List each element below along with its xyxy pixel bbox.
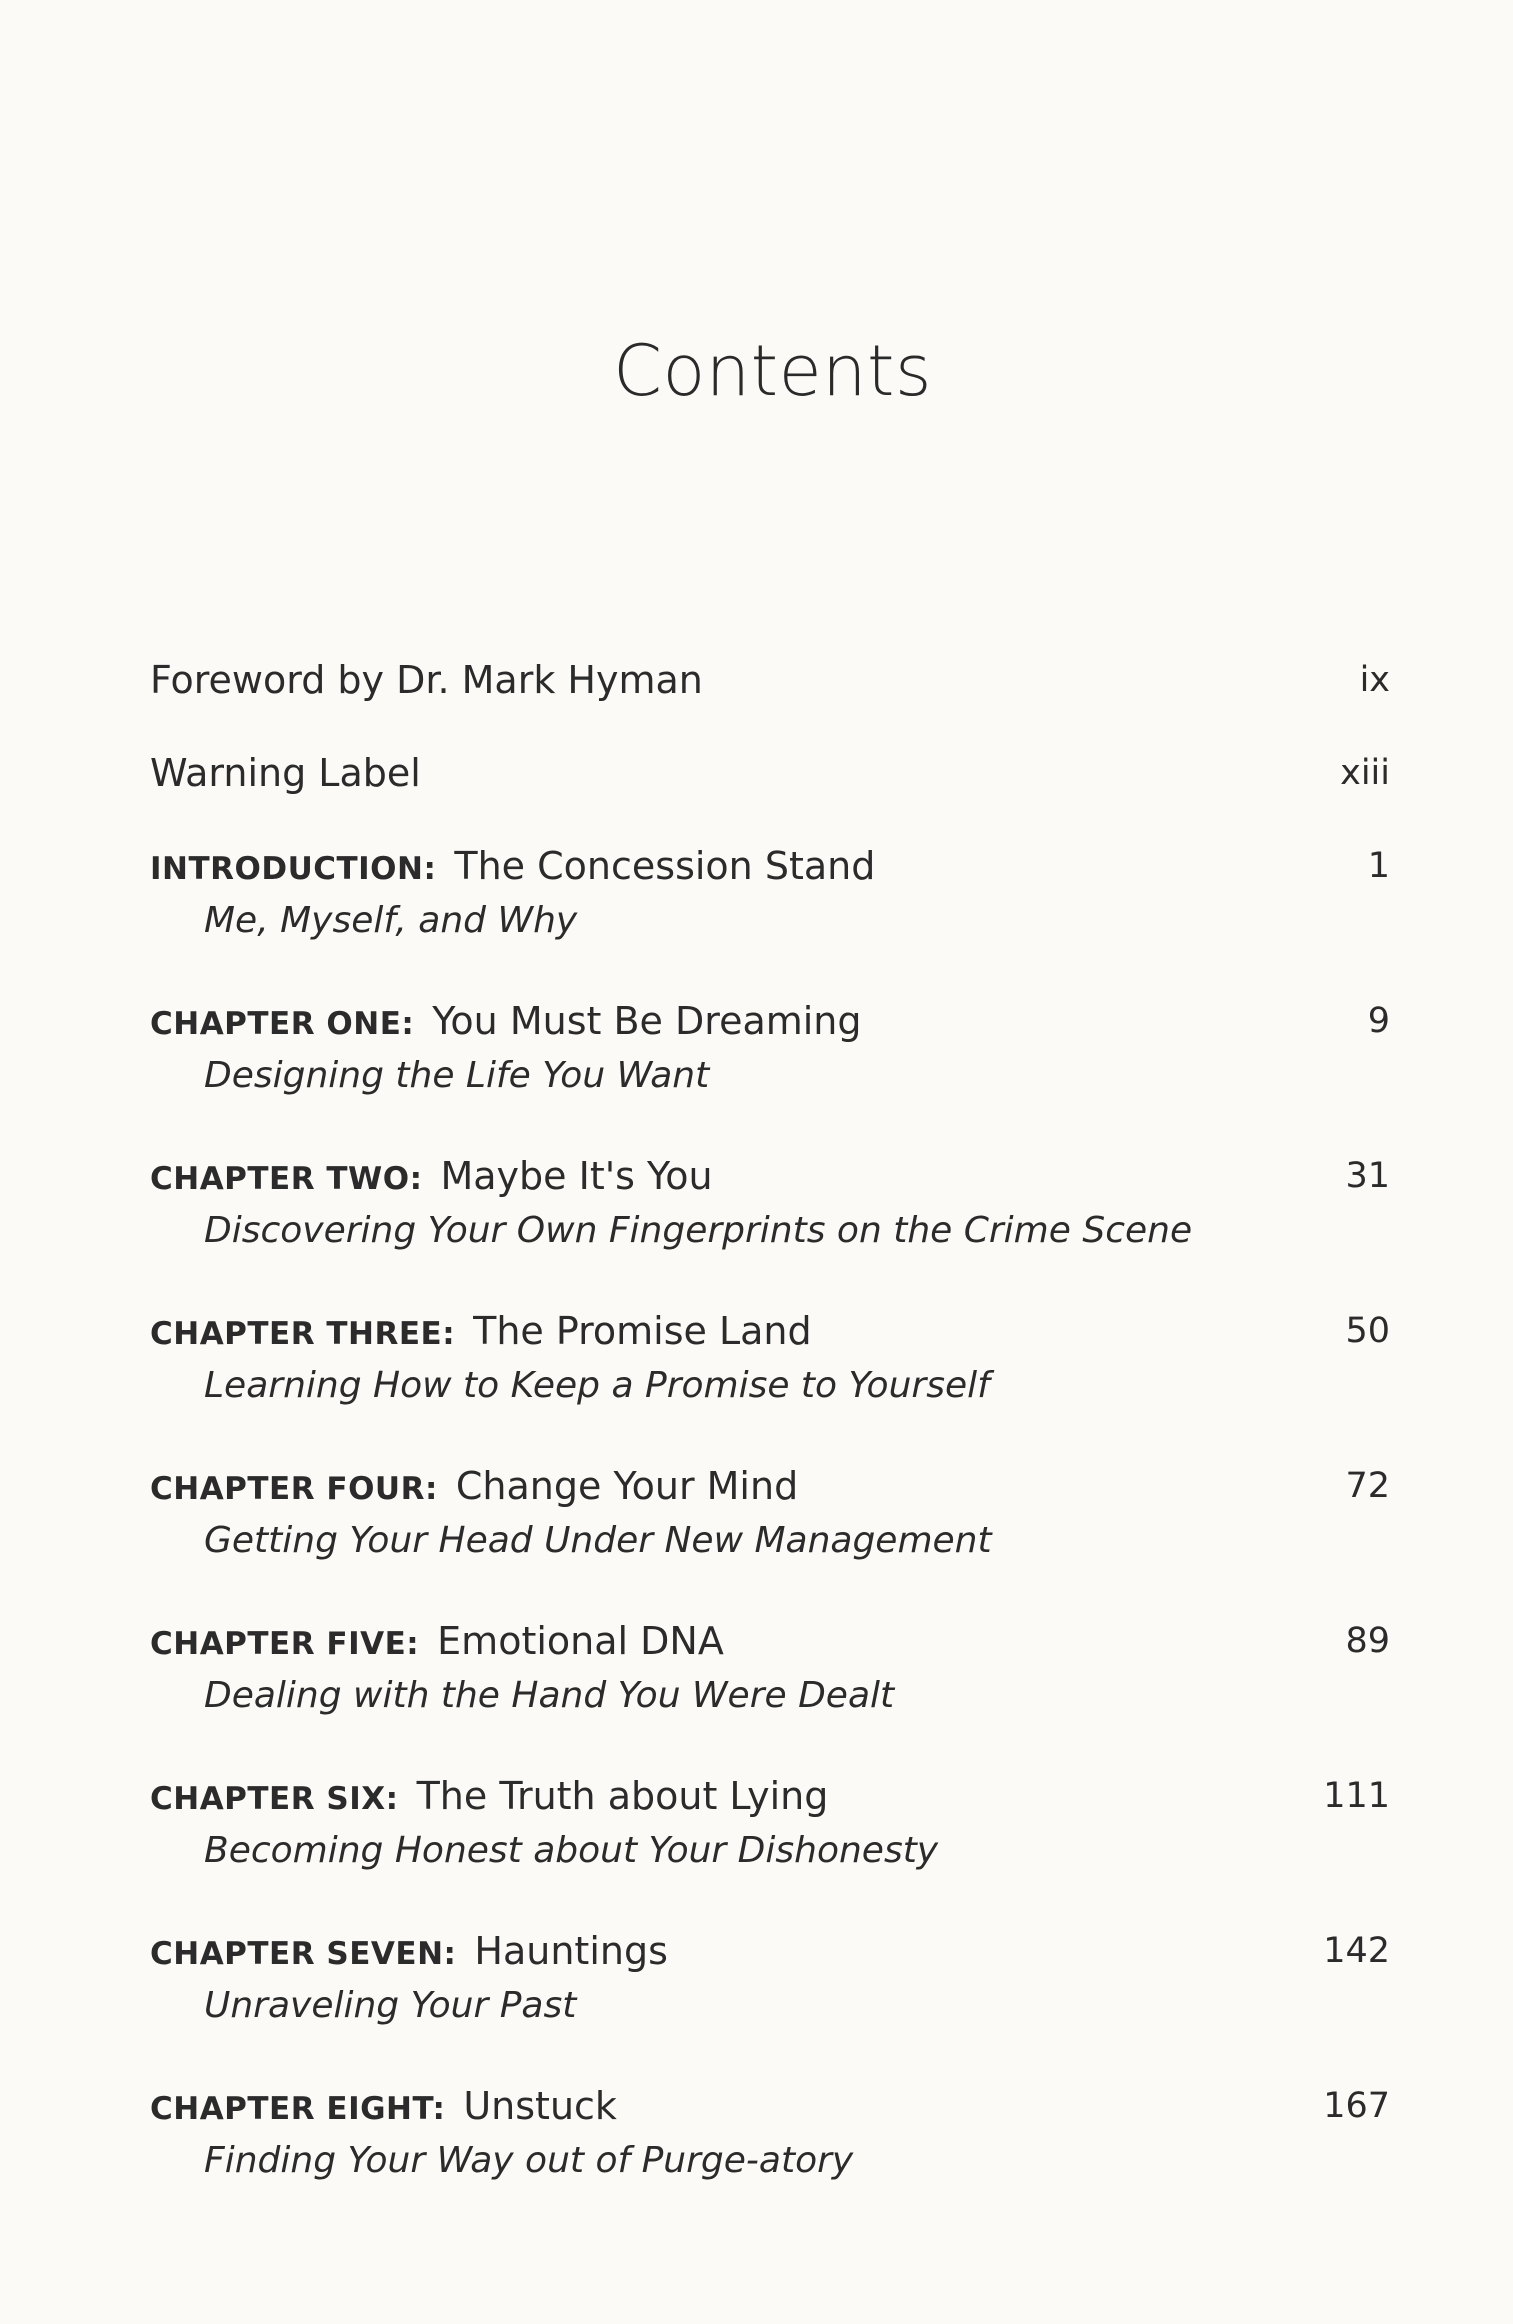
toc-chapter-label: CHAPTER ONE: [150,1006,415,1042]
toc-page-number: 111 [1323,1776,1390,1816]
toc-entry-subtitle: Dealing with the Hand You Were Dealt [204,1675,895,1716]
toc-entry-heading: Emotional DNA [437,1619,724,1663]
toc-chapter-label: CHAPTER THREE: [150,1316,456,1352]
toc-page-number: 72 [1345,1466,1390,1506]
toc-entry-foreword[interactable] [150,655,1390,705]
toc-chapter-label: CHAPTER TWO: [150,1161,423,1197]
toc-entry-heading: Maybe It's You [440,1154,713,1198]
toc-entry-heading: Unstuck [463,2084,617,2128]
toc-entry-heading: The Promise Land [473,1309,812,1353]
toc-chapter-label: CHAPTER FOUR: [150,1471,438,1507]
toc-entry-chapter-two[interactable] [150,1151,1390,1201]
toc-entry-subtitle: Designing the Life You Want [204,1055,710,1096]
toc-entry-subtitle: Discovering Your Own Fingerprints on the Crime Scene [204,1210,1193,1251]
toc-entry-subtitle: Getting Your Head Under New Management [204,1520,992,1561]
toc-entry-subtitle: Me, Myself, and Why [204,900,578,941]
toc-page-number: 50 [1345,1311,1390,1351]
toc-chapter-label: CHAPTER FIVE: [150,1626,420,1662]
toc-entry-heading: Hauntings [474,1929,668,1973]
toc-chapter-label: CHAPTER EIGHT: [150,2091,446,2127]
toc-entry-heading: The Concession Stand [454,844,876,888]
toc-entry-heading: Foreword by Dr. Mark Hyman [150,658,703,702]
toc-chapter-label: CHAPTER SIX: [150,1781,399,1817]
toc-page-number: 142 [1323,1931,1390,1971]
toc-entry-heading: Warning Label [150,751,421,795]
toc-page-number: 9 [1367,1001,1390,1041]
toc-entry-heading: Change Your Mind [455,1464,799,1508]
toc-entry-chapter-four[interactable] [150,1461,1390,1511]
toc-entry-chapter-three[interactable] [150,1306,1390,1356]
toc-page-number: ix [1359,660,1390,700]
toc-page-number: 1 [1367,846,1390,886]
table-of-contents [150,655,1390,2191]
toc-entry-warning-label[interactable] [150,748,1390,798]
page-title: Contents [613,330,932,412]
toc-entry-subtitle: Becoming Honest about Your Dishonesty [204,1830,939,1871]
toc-entry-subtitle: Unraveling Your Past [204,1985,577,2026]
toc-entry-heading: The Truth about Lying [416,1774,829,1818]
toc-entry-subtitle: Learning How to Keep a Promise to Yourself [204,1365,990,1406]
toc-page-number: 89 [1345,1621,1390,1661]
toc-entry-heading: You Must Be Dreaming [432,999,862,1043]
toc-entry-chapter-eight[interactable] [150,2081,1390,2131]
toc-entry-subtitle: Finding Your Way out of Purge-atory [204,2140,854,2181]
toc-entry-chapter-five[interactable] [150,1616,1390,1666]
toc-chapter-label: INTRODUCTION: [150,851,437,887]
toc-entry-chapter-six[interactable] [150,1771,1390,1821]
toc-page-number: xiii [1340,753,1390,793]
toc-entry-introduction[interactable] [150,841,1390,891]
toc-chapter-label: CHAPTER SEVEN: [150,1936,457,1972]
toc-entry-chapter-seven[interactable] [150,1926,1390,1976]
toc-entry-chapter-one[interactable] [150,996,1390,1046]
toc-page-number: 167 [1323,2086,1390,2126]
toc-page-number: 31 [1345,1156,1390,1196]
